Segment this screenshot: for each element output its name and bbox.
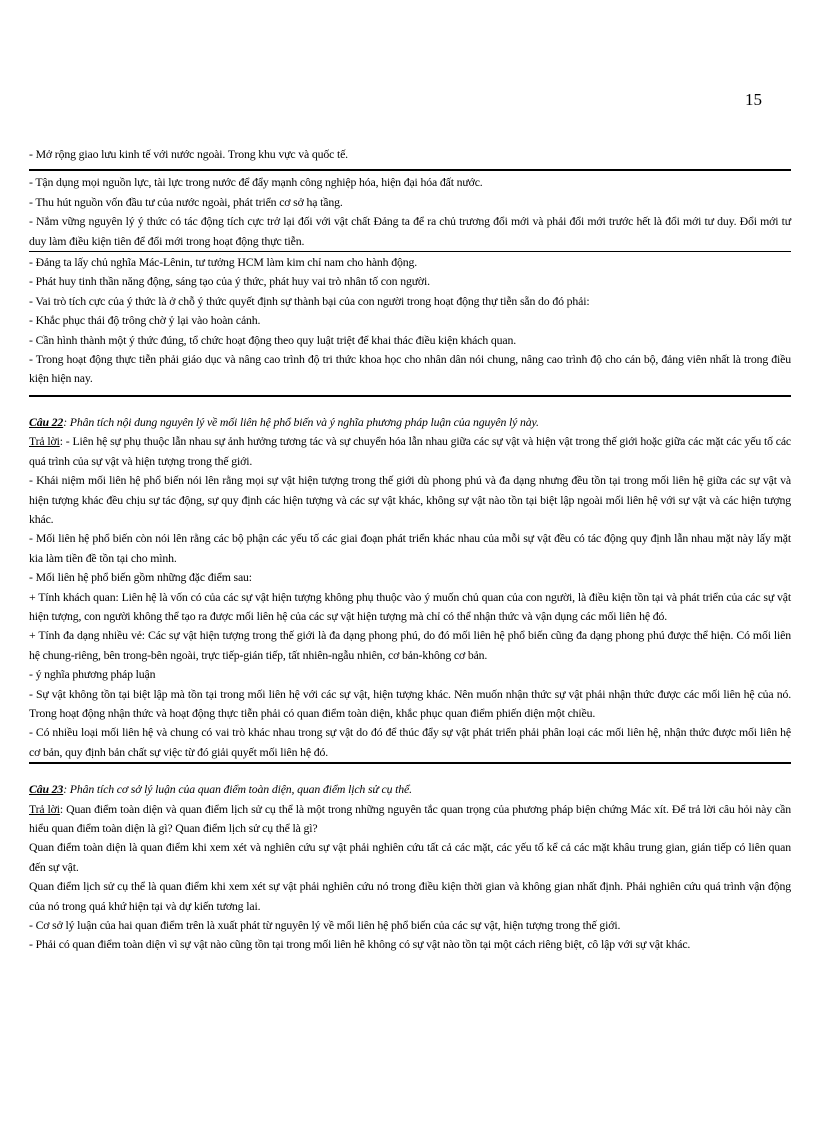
paragraph-line: - Vai trò tích cực của ý thức là ở chỗ ý thức quyết định sự thành bại của con người trong hoạt động thự tiễn sẵn do đó phải: (29, 293, 590, 308)
paragraph-line: - Phải có quan điểm toàn diện vì sự vật nào cũng tồn tại trong mối liên hê không có sự vật nào tồn tại một cách riêng biệt, cô lập với sự vật khác. (29, 937, 691, 952)
paragraph-line: - Cơ sở lý luận của hai quan điểm trên là xuất phát từ nguyên lý về mối liên hệ phổ biến của các sự vật, hiện tượng trong thế giới. (29, 918, 621, 933)
paragraph-line: + Tính đa dạng nhiều vẻ: Các sự vật hiện tượng trong thế giới là đa dạng phong phú, do đó mối liên hệ phổ biến cũng đa dạng phong phú được thể hiện. Có mối liên hệ chung-riêng, bên trong-bên ngoài, trực tiếp-gián tiếp, tất nhiên-ngẫu nhiên, cơ bản-không cơ bản. (29, 628, 791, 662)
question-text: : Phân tích cơ sở lý luận của quan điểm toàn diện, quan điểm lịch sử cụ thể. (63, 782, 412, 797)
page-number: 15 (745, 90, 762, 109)
question-23 (29, 764, 791, 955)
text-block-3 (29, 252, 791, 395)
question-title (29, 413, 791, 432)
question-label: Câu 22 (29, 414, 64, 429)
text-block-2 (29, 171, 791, 251)
question-22 (29, 397, 791, 762)
paragraph-line: - Phát huy tinh thần năng động, sáng tạo của ý thức, phát huy vai trò nhân tố con người. (29, 274, 430, 289)
paragraph-line: - Nắm vững nguyên lý ý thức có tác động tích cực trở lại đối với vật chất Đảng ta để ra chủ trương đổi mới và phải đổi mới trước hết là đổi mới tư duy. Đổi mới tư duy làm điều kiện tiên để đổi mới trong hoạt động thực tiễn. (29, 214, 791, 248)
question-label: Câu 23 (29, 782, 64, 797)
answer-label: Trả lời (29, 434, 60, 449)
paragraph-line: - Đảng ta lấy chủ nghĩa Mác-Lênin, tư tưởng HCM làm kim chỉ nam cho hành động. (29, 255, 418, 270)
paragraph-line: - Khắc phục thái độ trông chờ ỷ lại vào hoàn cảnh. (29, 313, 261, 328)
paragraph-line: - Tận dụng mọi nguồn lực, tài lực trong nước để đẩy mạnh công nghiệp hóa, hiện đại hóa đất nước. (29, 175, 483, 190)
paragraph-line: - Cần hình thành một ý thức đúng, tổ chức hoạt động theo quy luật triệt để khai thác điều kiện khách quan. (29, 332, 516, 347)
answer-text: : Quan điểm toàn diện và quan điểm lịch sử cụ thể là một trong những nguyên tắc quan trọng của phương pháp biện chứng Mác xít. Để trả lời câu hỏi này cần hiểu quan điểm toàn diện là gì? Quan điểm lịch sử cụ thể là gì? (29, 801, 791, 835)
paragraph-line: - Khái niệm mối liên hệ phổ biến nói lên rằng mọi sự vật hiện tượng trong thế giới dù phong phú và đa dạng nhưng đều tồn tại trong mối liên hệ giữa các sự vật và hiện tượng khác đều chịu sự tác động, sự quy định các hiện tượng và các sự vật khác, không sự vật nào tồn tại biệt lập ngoài mối liên hệ với sự vật và các hiện tượng khác. (29, 473, 791, 526)
paragraph-line: Quan điểm toàn diện là quan điểm khi xem xét và nghiên cứu sự vật phải nghiên cứu tất cả các mặt, các yếu tố kể cả các mặt khâu trung gian, gián tiếp có liên quan đến sự vật. (29, 840, 791, 874)
paragraph-line: - Sự vật không tồn tại biệt lập mà tồn tại trong mối liên hệ với các sự vật, hiện tượng khác. Nên muốn nhận thức sự vật phải nhận thức được các mối liên hệ của nó. Trong hoạt động nhận thức và hoạt động thực tiễn phải có quan điểm toàn diện, khắc phục quan điểm phiến diện một chiều. (29, 686, 791, 720)
answer-label: Trả lời (29, 801, 60, 816)
paragraph-line: Quan điểm lịch sử cụ thể là quan điểm khi xem xét sự vật phải nghiên cứu nó trong điều kiện thời gian và không gian nhất định. Phải nghiên cứu quá trình vận động của nó trong quá khứ hiện tại và dự kiến tương lai. (29, 879, 791, 913)
document-body (29, 145, 791, 955)
paragraph-line: - Mối liên hệ phổ biến gồm những đặc điểm sau: (29, 570, 252, 585)
text-block-1 (29, 145, 791, 169)
question-text: : Phân tích nội dung nguyên lý về mối liên hệ phổ biến và ý nghĩa phương pháp luận của nguyên lý này. (63, 414, 539, 429)
paragraph-line: - ý nghĩa phương pháp luận (29, 667, 156, 682)
paragraph-line: - Mở rộng giao lưu kinh tế với nước ngoài. Trong khu vực và quốc tế. (29, 147, 348, 161)
paragraph-line: + Tính khách quan: Liên hệ là vốn có của các sự vật hiện tượng không phụ thuộc vào ý muốn chủ quan của con người, là điều kiện tồn tại và phát triển của các sự vật hiện tượng, con người không thể tạo ra được mối liên hệ của các sự vật hiện tượng mà chỉ có thể nhận thức và vận dụng các mối liên hệ đó. (29, 589, 791, 623)
paragraph-line: - Có nhiều loại mối liên hệ và chung có vai trò khác nhau trong sự vật do đó để thúc đẩy sự vật phát triển phải phân loại các mối liên hệ, nhận thức được mối liên hệ cơ bản, quy định bản chất sự việc từ đó giải quyết mối liên hệ đó. (29, 725, 791, 759)
answer-first-line (29, 432, 791, 471)
answer-text: : - Liên hệ sự phụ thuộc lẫn nhau sự ảnh hưởng tương tác và sự chuyển hóa lẫn nhau giữa các sự vật và hiện vật trong thế giới hoặc giữa các mặt các yếu tố các quá trình của sự vật và hiện tượng trong thế giới. (29, 434, 791, 468)
answer-first-line (29, 800, 791, 839)
paragraph-line: - Trong hoạt động thực tiễn phải giáo dục và nâng cao trình độ tri thức khoa học cho nhân dân nói chung, nâng cao trình độ cho cán bộ, đảng viên nhất là trong điều kiện hiện nay. (29, 352, 791, 386)
paragraph-line: - Mối liên hệ phổ biến còn nói lên rằng các bộ phận các yếu tố các giai đoạn phát triển khác nhau của mỗi sự vật đều có tác động quy định lẫn nhau mặt này lấy mặt kia làm tiền đề tồn tại cho mình. (29, 531, 791, 565)
question-title (29, 780, 791, 799)
paragraph-line: - Thu hút nguồn vốn đầu tư của nước ngoài, phát triển cơ sở hạ tầng. (29, 194, 343, 209)
